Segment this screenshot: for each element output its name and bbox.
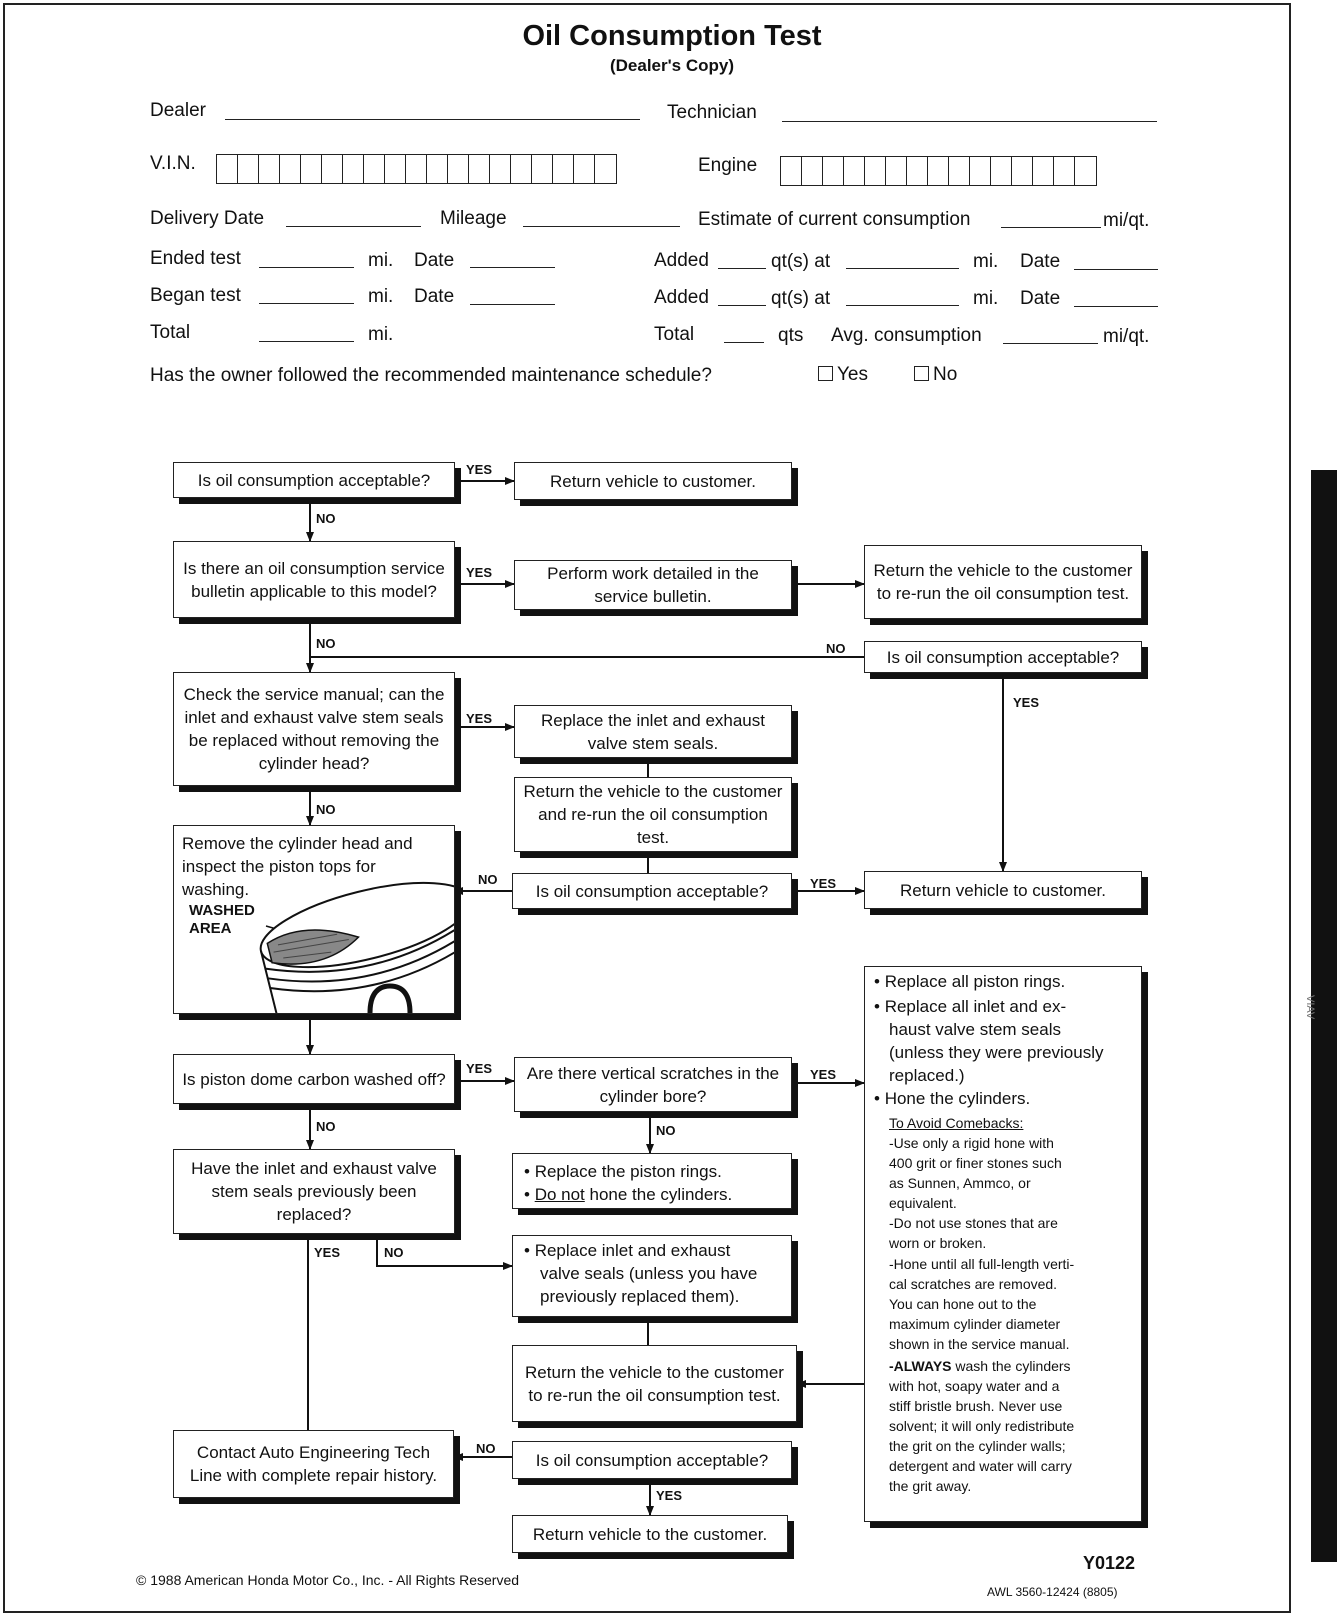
q-service-bulletin: Is there an oil consumption service bulletin applicable to this model?: [173, 541, 455, 618]
no-label: No: [933, 364, 958, 385]
avoid-line-5: -Do not use stones that are: [889, 1215, 1058, 1231]
binding-strip-text: VIAV: [1304, 995, 1316, 1020]
no-label-9: NO: [476, 1441, 496, 1456]
dealer-label: Dealer: [150, 100, 206, 121]
ended-test-unit: mi.: [368, 250, 394, 271]
technician-label: Technician: [667, 102, 757, 123]
replace-rings-bullet-1: • Replace the piston rings.: [524, 1162, 722, 1181]
q-acceptable-1: Is oil consumption acceptable?: [173, 462, 455, 498]
q-acceptable-2: Is oil consumption acceptable?: [864, 641, 1142, 673]
avoid-line-11: shown in the service manual.: [889, 1336, 1070, 1352]
return-customer-final: Return vehicle to the customer.: [512, 1515, 788, 1553]
added-1-label: Added: [654, 250, 709, 271]
no-label-6: NO: [316, 1119, 336, 1134]
replace-inlet-line-3: previously replaced them).: [540, 1287, 740, 1306]
perform-bulletin-work: Perform work detailed in the service bulletin.: [514, 560, 792, 610]
washed-area-label: WASHED AREA: [189, 902, 255, 937]
added-2-qts-at: qt(s) at: [771, 288, 831, 309]
replace-valve-seals: Replace the inlet and exhaust valve stem seals.: [514, 705, 792, 758]
no-label-5: NO: [478, 872, 498, 887]
ended-date-label: Date: [414, 250, 455, 271]
always-bold: -ALWAYS: [889, 1358, 952, 1374]
avoid-line-8: cal scratches are removed.: [889, 1276, 1058, 1292]
yes-label-5: YES: [810, 876, 837, 891]
no-label-7: NO: [656, 1123, 676, 1138]
instr-bullet-2-line-2: haust valve stem seals: [889, 1020, 1061, 1039]
maintenance-question: Has the owner followed the recommended maintenance schedule?: [150, 365, 712, 386]
no-label-8: NO: [384, 1245, 404, 1260]
added-2-label: Added: [654, 287, 709, 308]
began-test-unit: mi.: [368, 286, 394, 307]
q-piston-carbon: Is piston dome carbon washed off?: [173, 1054, 455, 1104]
yes-label-1: YES: [466, 462, 493, 477]
avoid-comebacks-heading: To Avoid Comebacks:: [889, 1115, 1024, 1131]
estimate-label: Estimate of current consumption: [698, 209, 971, 230]
piston-illustration: [174, 878, 454, 1013]
began-date-label: Date: [414, 286, 455, 307]
page-title: Oil Consumption Test: [522, 20, 822, 52]
copyright-notice: © 1988 American Honda Motor Co., Inc. - All Rights Reserved: [136, 1572, 520, 1588]
yes-label-6: YES: [466, 1061, 493, 1076]
contact-tech-line: Contact Auto Engineering Tech Line with complete repair history.: [173, 1430, 454, 1498]
page-subtitle: (Dealer's Copy): [609, 56, 735, 75]
added-1-qts-at: qt(s) at: [771, 251, 831, 272]
instr-bullet-2-line-3: (unless they were previously: [889, 1043, 1104, 1062]
avoid-line-1: -Use only a rigid hone with: [889, 1135, 1054, 1151]
instr-bullet-2-text: Replace all inlet and ex-: [884, 997, 1067, 1016]
total-qts-label: Total: [654, 324, 695, 345]
replace-inlet-text-1: Replace inlet and exhaust: [534, 1241, 731, 1260]
yes-label-9: YES: [656, 1488, 683, 1503]
instr-bullet-3-text: Hone the cylinders.: [884, 1089, 1031, 1108]
replace-inlet-line-1: • Replace inlet and exhaust: [524, 1241, 731, 1260]
avoid-line-9: You can hone out to the: [889, 1296, 1037, 1312]
form-number: AWL 3560-12424 (8805): [987, 1585, 1118, 1599]
total-qts-unit: qts: [778, 325, 804, 346]
avg-consumption-label: Avg. consumption: [831, 325, 982, 346]
began-test-label: Began test: [150, 285, 241, 306]
no-label-1: NO: [316, 511, 336, 526]
avoid-line-3: as Sunnen, Ammco, or: [889, 1175, 1031, 1191]
avoid-line-7: -Hone until all full-length verti-: [889, 1256, 1075, 1272]
return-rerun-1: Return the vehicle to the customer to re-run the oil consumption test.: [864, 545, 1142, 619]
q-acceptable-4: Is oil consumption acceptable?: [512, 1441, 792, 1479]
total-miles-label: Total: [150, 322, 191, 343]
replace-rings-text: Replace the piston rings.: [534, 1162, 722, 1181]
yes-label-4: YES: [466, 711, 493, 726]
no-label-2: NO: [316, 636, 336, 651]
always-rest: wash the cylinders: [955, 1358, 1071, 1374]
always-line-4: solvent; it will only redistribute: [889, 1418, 1075, 1434]
form-code: Y0122: [1083, 1553, 1136, 1573]
instr-bullet-2: • Replace all inlet and ex-: [874, 997, 1067, 1016]
avoid-line-2: 400 grit or finer stones such: [889, 1155, 1062, 1171]
avoid-line-6: worn or broken.: [889, 1235, 987, 1251]
return-customer-2: Return vehicle to customer.: [864, 871, 1142, 909]
added-1-date-label: Date: [1020, 251, 1061, 272]
q-acceptable-3: Is oil consumption acceptable?: [512, 873, 792, 909]
mileage-label: Mileage: [440, 208, 507, 229]
q-service-manual: Check the service manual; can the inlet and exhaust valve stem seals be replaced without removing the cylinder head?: [173, 672, 455, 786]
total-miles-unit: mi.: [368, 324, 394, 345]
instr-bullet-2-line-4: replaced.): [889, 1066, 965, 1085]
added-2-date-label: Date: [1020, 288, 1061, 309]
yes-label-3: YES: [1013, 695, 1040, 710]
return-rerun-3: Return the vehicle to the customer to re-run the oil consumption test.: [512, 1345, 797, 1422]
avoid-line-10: maximum cylinder diameter: [889, 1316, 1061, 1332]
remove-head-text: Remove the cylinder head and inspect the piston tops for washing.: [182, 834, 413, 899]
no-label-3: NO: [826, 641, 846, 656]
always-line: [889, 1356, 1071, 1376]
engine-label: Engine: [698, 155, 758, 176]
delivery-date-label: Delivery Date: [150, 208, 265, 229]
no-label-4: NO: [316, 802, 336, 817]
always-line-2: with hot, soapy water and a: [889, 1378, 1060, 1394]
always-line-6: detergent and water will carry: [889, 1458, 1072, 1474]
instr-bullet-1-text: Replace all piston rings.: [884, 972, 1066, 991]
avoid-line-4: equivalent.: [889, 1195, 957, 1211]
do-not-text: Do not: [534, 1185, 585, 1204]
yes-label-8: YES: [314, 1245, 341, 1260]
estimate-unit: mi/qt.: [1103, 210, 1150, 231]
always-line-7: the grit away.: [889, 1478, 972, 1494]
ended-test-label: Ended test: [150, 248, 241, 269]
q-seals-replaced: Have the inlet and exhaust valve stem seals previously been replaced?: [173, 1149, 455, 1234]
instr-bullet-3: • Hone the cylinders.: [874, 1089, 1031, 1108]
return-rerun-2: Return the vehicle to the customer and re-run the oil consumption test.: [514, 777, 792, 852]
avg-consumption-unit: mi/qt.: [1103, 326, 1150, 347]
yes-label-2: YES: [466, 565, 493, 580]
added-1-unit: mi.: [973, 251, 999, 272]
vin-label: V.I.N.: [150, 153, 196, 174]
instr-bullet-1: • Replace all piston rings.: [874, 972, 1066, 991]
yes-label-7: YES: [810, 1067, 837, 1082]
replace-rings-bullet-2: • Do not hone the cylinders.: [524, 1185, 733, 1204]
replace-inlet-line-2: valve seals (unless you have: [540, 1264, 758, 1283]
added-2-unit: mi.: [973, 288, 999, 309]
hone-text: hone the cylinders.: [589, 1185, 733, 1204]
return-customer-1: Return vehicle to customer.: [514, 462, 792, 500]
always-line-3: stiff bristle brush. Never use: [889, 1398, 1063, 1414]
always-line-5: the grit on the cylinder walls;: [889, 1438, 1066, 1454]
yes-label: Yes: [837, 364, 868, 385]
q-vertical-scratches: Are there vertical scratches in the cylinder bore?: [514, 1057, 792, 1112]
